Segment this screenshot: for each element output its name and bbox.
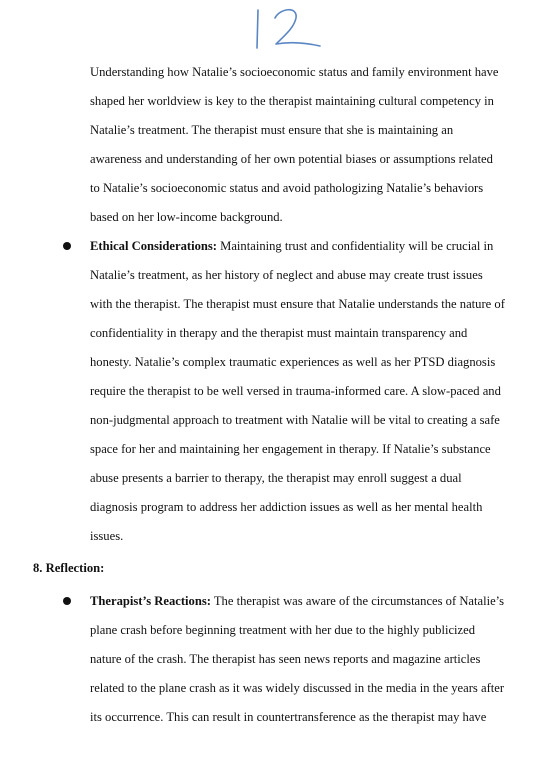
paragraph-line: related to the plane crash as it was widely discussed in the media in the years after: [90, 681, 505, 695]
reactions-first-line-text: The therapist was aware of the circumstances of Natalie’s: [210, 594, 505, 608]
ethical-label: Ethical Considerations:: [90, 239, 217, 253]
handwritten-page-number: [240, 4, 330, 54]
bullet-icon: [63, 597, 71, 605]
reactions-label: Therapist’s Reactions:: [90, 594, 211, 608]
ethical-first-line-text: Maintaining trust and confidentiality will be crucial in: [217, 239, 494, 253]
paragraph-line: awareness and understanding of her own potential biases or assumptions related: [90, 152, 493, 166]
paragraph-line: require the therapist to be well versed in trauma-informed care. A slow-paced and: [90, 384, 501, 398]
paragraph-line: Understanding how Natalie’s socioeconomic status and family environment have: [90, 65, 499, 79]
paragraph-line: plane crash before beginning treatment with her due to the highly publicized: [90, 623, 476, 637]
paragraph-line: issues.: [90, 529, 124, 543]
paragraph-line: diagnosis program to address her addiction issues as well as her mental health: [90, 500, 483, 514]
paragraph-line: Natalie’s treatment, as her history of neglect and abuse may create trust issues: [90, 268, 483, 282]
paragraph-line: non-judgmental approach to treatment with Natalie will be vital to creating a safe: [90, 413, 500, 427]
paragraph-line: honesty. Natalie’s complex traumatic experiences as well as her PTSD diagnosis: [90, 355, 496, 369]
paragraph-line: abuse presents a barrier to therapy, the therapist may enroll suggest a dual: [90, 471, 462, 485]
paragraph-line: with the therapist. The therapist must ensure that Natalie understands the nature of: [90, 297, 505, 311]
paragraph-line: Natalie’s treatment. The therapist must ensure that she is maintaining an: [90, 123, 454, 137]
paragraph-line: space for her and maintaining her engagement in therapy. If Natalie’s substance: [90, 442, 491, 456]
paragraph-line: shaped her worldview is key to the therapist maintaining cultural competency in: [90, 94, 494, 108]
reactions-first-line: [90, 593, 504, 609]
paragraph-line: to Natalie’s socioeconomic status and avoid pathologizing Natalie’s behaviors: [90, 181, 484, 195]
bullet-icon: [63, 242, 71, 250]
section-heading-reflection: 8. Reflection:: [33, 561, 105, 575]
ethical-first-line: [90, 238, 493, 254]
paragraph-line: based on her low-income background.: [90, 210, 283, 224]
paragraph-line: confidentiality in therapy and the therapist must maintain transparency and: [90, 326, 468, 340]
paragraph-line: nature of the crash. The therapist has seen news reports and magazine articles: [90, 652, 481, 666]
paragraph-line: its occurrence. This can result in countertransference as the therapist may have: [90, 710, 487, 724]
